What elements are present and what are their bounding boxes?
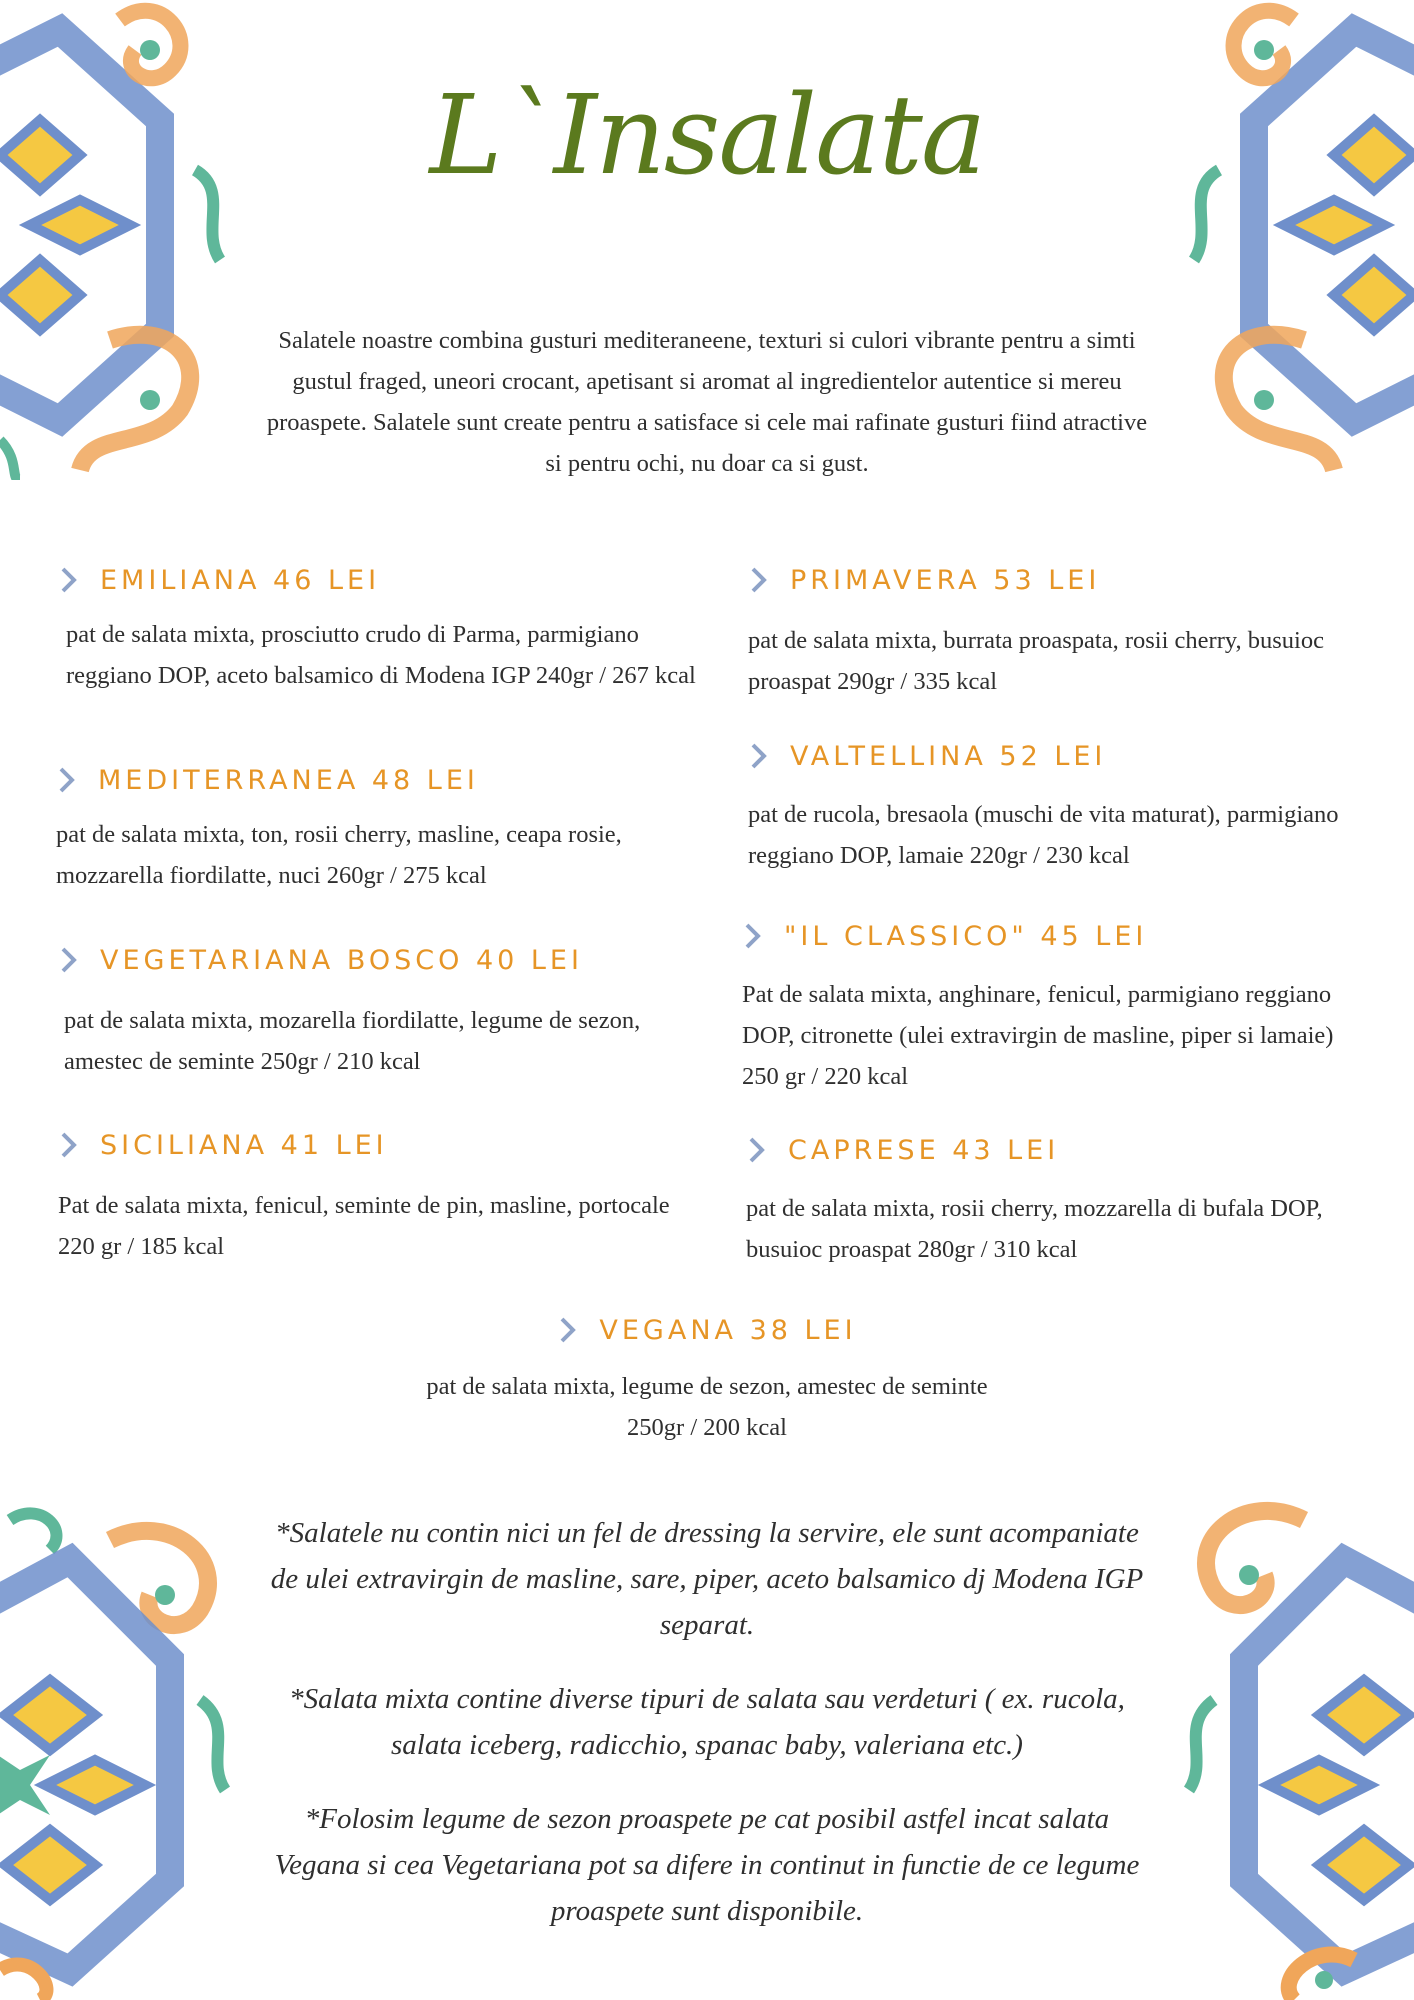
menu-item-name: CAPRESE 43 LEI xyxy=(788,1134,1060,1166)
chevron-right-icon xyxy=(742,921,764,951)
menu-item-primavera xyxy=(748,560,1368,702)
menu-item-description: pat de salata mixta, burrata proaspata, rosii cherry, busuioc proaspat 290gr / 335 kcal xyxy=(748,627,1324,695)
chevron-right-icon xyxy=(58,1130,80,1160)
menu-item-name: VALTELLINA 52 LEI xyxy=(790,740,1107,772)
menu-item-description: Pat de salata mixta, anghinare, fenicul, parmigiano reggiano DOP, citronette (ulei extravirgin de masline, piper si lamaie) 250 gr / 220 kcal xyxy=(742,981,1334,1090)
menu-item-description: pat de salata mixta, legume de sezon, amestec de seminte 250gr / 200 kcal xyxy=(426,1373,988,1441)
chevron-right-icon xyxy=(58,565,80,595)
menu-item-vegana xyxy=(420,1310,994,1448)
menu-item-vegetariana-bosco xyxy=(58,940,698,1082)
menu-item-name: MEDITERRANEA 48 LEI xyxy=(98,764,479,796)
menu-item-header xyxy=(742,916,1376,956)
intro-paragraph: Salatele noastre combina gusturi mediteraneene, texturi si culori vibrante pentru a simti gustul fraged, uneori crocant, apetisant si aromat al ingredientelor autentice si mereu proaspete. Salatele sunt create pentru a satisface si cele mai rafinate gusturi fiind atractive si pentru ochi, nu doar ca si gust. xyxy=(266,327,1148,477)
menu-item-valtellina xyxy=(748,736,1368,876)
tile-ornament-icon xyxy=(1174,1500,1414,2000)
menu-item-header xyxy=(56,760,696,800)
chevron-right-icon xyxy=(746,1135,768,1165)
menu-item-description: Pat de salata mixta, fenicul, seminte de pin, masline, portocale 220 gr / 185 kcal xyxy=(58,1192,670,1260)
menu-item-header xyxy=(58,1125,698,1165)
menu-item-description: pat de rucola, bresaola (muschi de vita maturat), parmigiano reggiano DOP, lamaie 220gr / 230 kcal xyxy=(748,801,1339,869)
chevron-right-icon xyxy=(58,945,80,975)
chevron-right-icon xyxy=(748,565,770,595)
menu-item-description: pat de salata mixta, rosii cherry, mozzarella di bufala DOP, busuioc proaspat 280gr / 310 kcal xyxy=(746,1195,1323,1263)
footnote: *Salatele nu contin nici un fel de dressing la servire, ele sunt acompaniate de ulei extravirgin de masline, sare, piper, aceto balsamico dj Modena IGP separat. xyxy=(270,1517,1144,1641)
menu-item-name: EMILIANA 46 LEI xyxy=(100,564,381,596)
menu-item-description: pat de salata mixta, mozarella fiordilatte, legume de sezon, amestec de seminte 250gr / 210 kcal xyxy=(64,1007,641,1075)
menu-item-mediterranea xyxy=(56,760,696,896)
page-title: L`Insalata xyxy=(429,71,985,199)
menu-item-header xyxy=(748,560,1368,600)
menu-item-name: VEGETARIANA BOSCO 40 LEI xyxy=(100,944,583,976)
menu-item-emiliana xyxy=(58,560,708,696)
menu-item-name: "IL CLASSICO" 45 LEI xyxy=(784,920,1148,952)
menu-item-description: pat de salata mixta, prosciutto crudo di Parma, parmigiano reggiano DOP, aceto balsamico di Modena IGP 240gr / 267 kcal xyxy=(66,621,696,689)
menu-item-header xyxy=(58,560,708,600)
menu-item-name: VEGANA 38 LEI xyxy=(599,1314,857,1346)
menu-item-header xyxy=(746,1130,1376,1170)
menu-item-header xyxy=(58,940,698,980)
menu-item-name: PRIMAVERA 53 LEI xyxy=(790,564,1101,596)
decorative-tile-bottom-right xyxy=(1174,1500,1414,2000)
chevron-right-icon xyxy=(748,741,770,771)
footnote: *Salata mixta contine diverse tipuri de salata sau verdeturi ( ex. rucola, salata iceberg, radicchio, spanac baby, valeriana etc.) xyxy=(289,1683,1125,1761)
menu-item-caprese xyxy=(746,1130,1376,1270)
chevron-right-icon xyxy=(557,1315,579,1345)
footnote: *Folosim legume de sezon proaspete pe cat posibil astfel incat salata Vegana si cea Vegetariana pot sa difere in continut in functie de ce legume proaspete sunt disponibile. xyxy=(274,1803,1140,1927)
menu-item-header xyxy=(420,1310,994,1350)
menu-item-siciliana xyxy=(58,1125,698,1267)
menu-item-header xyxy=(748,736,1368,776)
menu-item-description: pat de salata mixta, ton, rosii cherry, masline, ceapa rosie, mozzarella fiordilatte, nuci 260gr / 275 kcal xyxy=(56,821,622,889)
menu-item-name: SICILIANA 41 LEI xyxy=(100,1129,388,1161)
decorative-tile-bottom-left xyxy=(0,1500,240,2000)
menu-item-il-classico xyxy=(742,916,1376,1097)
footnotes xyxy=(262,1510,1152,1962)
chevron-right-icon xyxy=(56,765,78,795)
tile-ornament-icon xyxy=(0,1500,240,2000)
